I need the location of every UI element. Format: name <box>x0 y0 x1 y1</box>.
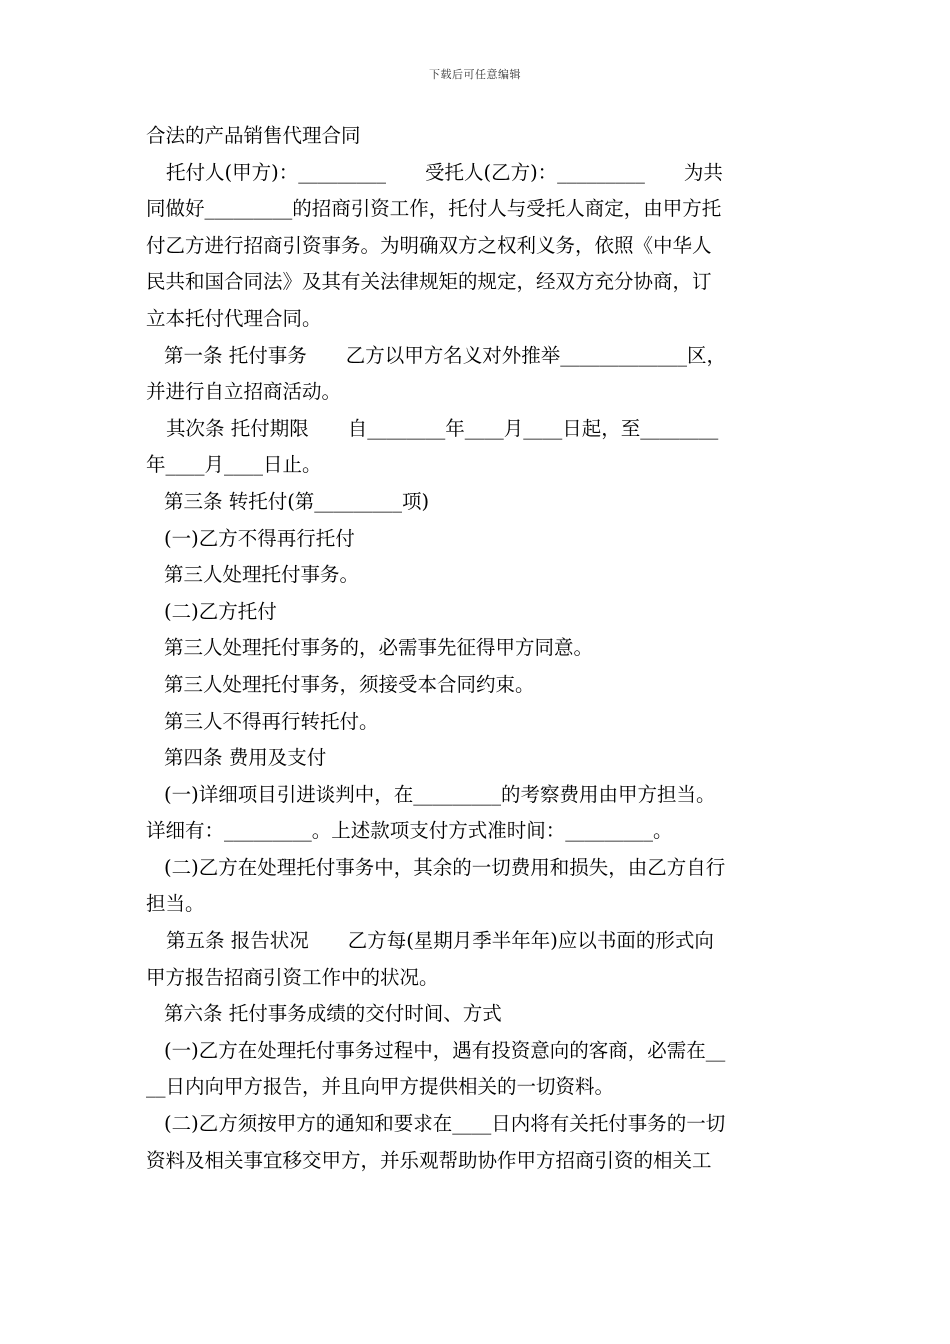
paragraph-line: 托付人(甲方)：_________ 受托人(乙方)：_________ 为共 <box>166 160 723 184</box>
article-3-line: 第三人处理托付事务。 <box>164 563 360 587</box>
article-4-line: (一)详细项目引进谈判中，在_________的考察费用由甲方担当。 <box>164 782 716 806</box>
contract-body <box>146 118 806 1179</box>
article-5-line: 第五条 报告状况 乙方每(星期月季半年年)应以书面的形式向 <box>166 929 714 953</box>
article-4-heading: 第四条 费用及支付 <box>164 746 327 770</box>
paragraph-line: 民共和国合同法》及其有关法律规矩的规定，经双方充分协商，订 <box>146 270 712 294</box>
article-6-line: (一)乙方在处理托付事务过程中，遇有投资意向的客商，必需在__ <box>164 1038 726 1062</box>
article-6-line: 资料及相关事宜移交甲方，并乐观帮助协作甲方招商引资的相关工 <box>146 1148 712 1172</box>
article-2-line: 年____月____日止。 <box>146 453 322 477</box>
article-6-heading: 第六条 托付事务成绩的交付时间、方式 <box>164 1002 502 1026</box>
paragraph-line: 同做好_________的招商引资工作，托付人与受托人商定，由甲方托 <box>146 197 722 221</box>
paragraph-line: 付乙方进行招商引资事务。为明确双方之权利义务，依照《中华人 <box>146 233 712 257</box>
article-5-line: 甲方报告招商引资工作中的状况。 <box>146 965 439 989</box>
article-3-line: (一)乙方不得再行托付 <box>164 526 355 550</box>
article-3-heading: 第三条 转托付(第_________项) <box>164 489 430 513</box>
article-3-line: 第三人处理托付事务，须接受本合同约束。 <box>164 672 535 696</box>
article-1-line: 并进行自立招商活动。 <box>146 380 342 404</box>
contract-title: 合法的产品销售代理合同 <box>146 124 361 147</box>
header-note: 下载后可任意编辑 <box>429 68 521 81</box>
article-6-line: __日内向甲方报告，并且向甲方提供相关的一切资料。 <box>146 1075 615 1099</box>
paragraph-line: 立本托付代理合同。 <box>146 306 322 330</box>
article-3-line: 第三人不得再行转托付。 <box>164 709 379 733</box>
article-3-line: (二)乙方托付 <box>164 599 277 623</box>
article-6-line: (二)乙方须按甲方的通知和要求在____日内将有关托付事务的一切 <box>164 1112 726 1136</box>
article-3-line: 第三人处理托付事务的，必需事先征得甲方同意。 <box>164 636 594 660</box>
article-4-line: (二)乙方在处理托付事务中，其余的一切费用和损失，由乙方自行 <box>164 855 726 879</box>
article-1-line: 第一条 托付事务 乙方以甲方名义对外推举_____________区， <box>164 343 726 367</box>
article-4-line: 担当。 <box>146 892 205 916</box>
article-2-line: 其次条 托付期限 自________年____月____日起，至________ <box>166 416 719 440</box>
article-4-line: 详细有：_________。上述款项支付方式准时间：_________。 <box>146 819 673 843</box>
